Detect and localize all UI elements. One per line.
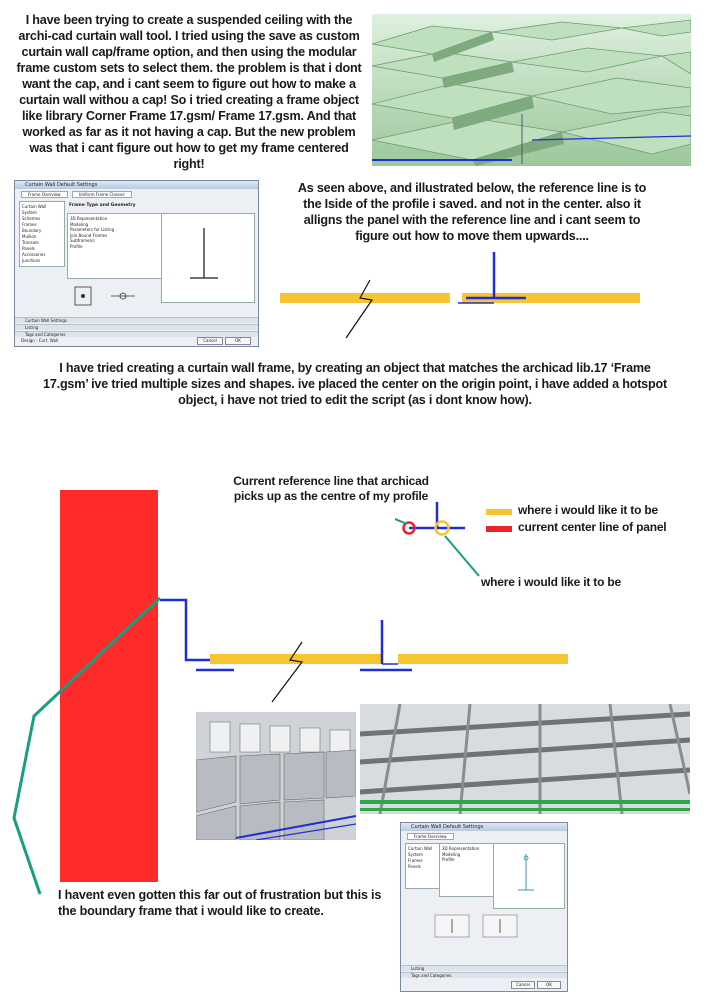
red-wall <box>60 490 158 882</box>
profile-preview-2 <box>493 843 565 909</box>
param-item[interactable]: Subframe(s) <box>70 238 95 243</box>
hotspot-buttons <box>431 911 521 945</box>
tree-item[interactable]: Frames <box>408 858 423 863</box>
row-tags-categories[interactable]: Tags and Categories <box>15 331 258 337</box>
reference-paragraph: As seen above, and illustrated below, the reference line is to the Iside of the profile i saved. and not in the center. also it alligns the panel with the reference line and i cant seem to figure out how to move them upwards.... <box>297 181 647 243</box>
params-list[interactable] <box>67 213 163 279</box>
tree-item[interactable]: Mullion <box>22 234 37 239</box>
param-item[interactable]: 3D Representation <box>442 846 480 851</box>
tree-item[interactable]: Panels <box>22 246 35 251</box>
dialog-title-2: Curtain Wall Default Settings <box>401 823 567 831</box>
ceiling-render-grey <box>196 712 356 840</box>
row-tags-categories-2[interactable]: Tags and Categories <box>401 972 567 978</box>
reference-line-diagram <box>278 250 643 345</box>
tree-item[interactable]: Junctions <box>22 258 41 263</box>
tree-item[interactable]: Curtain Wall System <box>22 204 47 215</box>
ceiling-render-top <box>372 14 691 166</box>
tab-uniform-frame-classes[interactable]: Uniform Frame Classes <box>72 191 132 198</box>
current-reference-label: Current reference line that archicad picks up as the centre of my profile <box>233 474 429 503</box>
curtain-wall-settings-dialog-2 <box>400 822 568 992</box>
legend-yellow-label: where i would like it to be <box>518 503 658 517</box>
tab-frame-overview[interactable]: Frame Overview <box>21 191 68 198</box>
ceiling-render-green <box>360 704 690 814</box>
layer-select[interactable]: Design : Curt. Wall <box>21 338 59 343</box>
dialog-tree[interactable] <box>19 201 65 267</box>
cancel-button-2[interactable]: Cancel <box>511 981 535 989</box>
tree-item[interactable]: Schemes <box>22 216 41 221</box>
param-item[interactable]: Profile <box>70 243 83 249</box>
row-listing-2[interactable]: Listing <box>401 965 567 971</box>
tree-item[interactable]: Panels <box>408 864 421 869</box>
params-list-2[interactable] <box>439 843 495 897</box>
frame-dimension-diagram <box>71 283 157 313</box>
intro-paragraph: I have been trying to create a suspended ceiling with the archi-cad curtain wall tool. I tried using the save as custom curtain wall cap/frame option, and then using the modular frame custom sets to select them. the problem is that i dont want the cap, and i cant seem to figure out how to make a curtain wall withou a cap! So i tried creating a frame object like library Corner Frame 17.gsm/ Frame 17.gsm. And that worked as far as it not having a cap. But the new problem was that i cant figure out how to get my frame centered right! <box>16 13 362 171</box>
panel-right-lower <box>398 654 568 664</box>
ok-button[interactable]: OK <box>225 337 251 345</box>
legend-red-label: current center line of panel <box>518 520 667 534</box>
tab-frame-overview-2[interactable]: Frame Overview <box>407 833 454 840</box>
cancel-button[interactable]: Cancel <box>197 337 223 345</box>
param-item[interactable]: Modeling <box>70 221 89 227</box>
param-item[interactable]: Modeling <box>442 851 461 857</box>
tree-item[interactable]: Curtain Wall System <box>408 846 433 857</box>
curtain-wall-settings-dialog <box>14 180 259 347</box>
bottom-paragraph: I havent even gotten this far out of frustration but this is the boundary frame that i would like to create. <box>58 888 382 918</box>
row-curtain-wall-settings[interactable]: Curtain Wall Settings <box>15 317 258 323</box>
dialog-title: Curtain Wall Default Settings <box>15 181 258 189</box>
panel-left-lower <box>210 654 382 664</box>
section-header: Frame Type and Geometry <box>69 203 136 208</box>
tree-item[interactable]: Boundary <box>22 228 42 233</box>
tree-item[interactable]: Frames <box>22 222 37 227</box>
boundary-frame-profile <box>160 600 210 660</box>
param-item[interactable]: Join Bound Frames <box>70 232 108 238</box>
dialog-tree-2[interactable] <box>405 843 441 889</box>
arrow-label: where i would like it to be <box>481 575 621 589</box>
panel-left <box>280 293 450 303</box>
param-item[interactable]: 3D Representation <box>70 216 108 221</box>
param-item[interactable]: Parameters for Listing <box>70 227 115 232</box>
row-listing[interactable]: Listing <box>15 324 258 330</box>
tree-item[interactable]: Accessories <box>22 252 46 257</box>
profile-preview <box>161 213 255 303</box>
break-line <box>346 280 372 338</box>
tree-item[interactable]: Transom <box>22 240 39 245</box>
ok-button-2[interactable]: OK <box>537 981 561 989</box>
param-item[interactable]: Profile <box>442 857 455 862</box>
tried-paragraph: I have tried creating a curtain wall frame, by creating an object that matches the archicad lib.17 ‘Frame 17.gsm’ ive tried multiple sizes and shapes. ive placed the center on the origin point, i have added a hotspot object, i have not tried to edit the script (as i dont know how). <box>43 361 667 407</box>
